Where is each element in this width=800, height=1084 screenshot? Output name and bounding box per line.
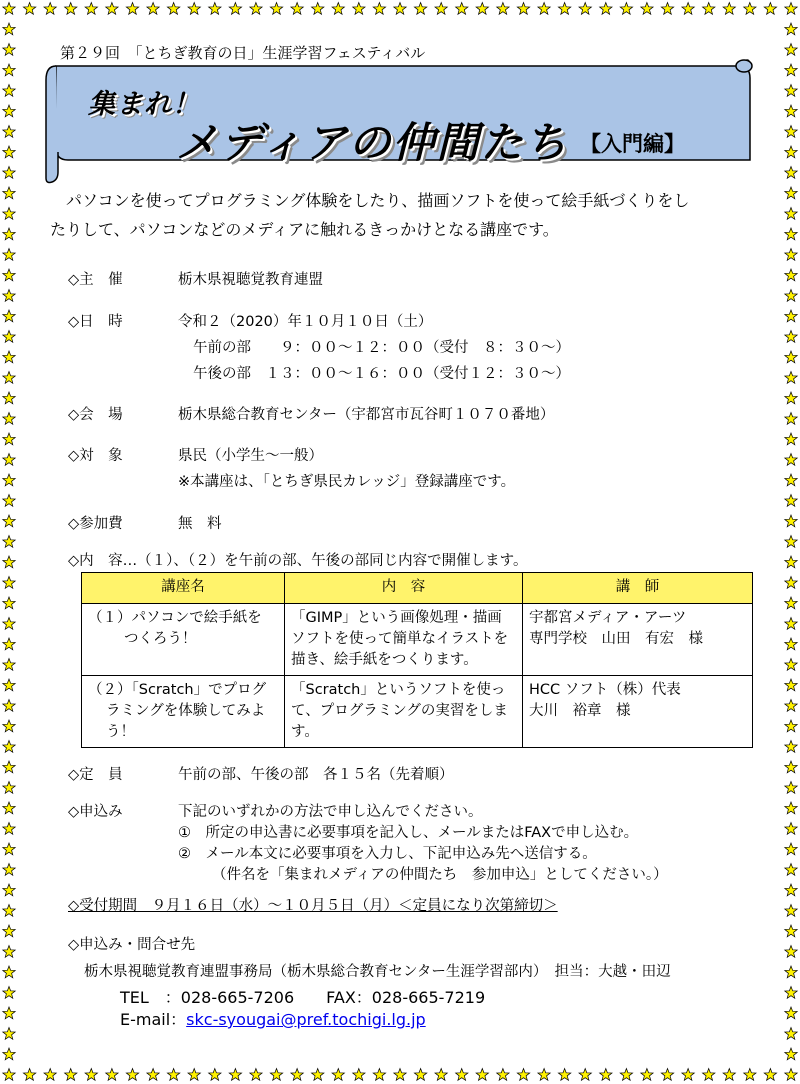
star-icon (3, 802, 15, 814)
star-icon (785, 720, 797, 732)
star-icon (3, 310, 15, 322)
star-icon (23, 3, 35, 15)
star-icon (600, 1069, 612, 1081)
star-icon (785, 351, 797, 363)
star-icon (785, 208, 797, 220)
star-icon (785, 741, 797, 753)
star-icon (785, 843, 797, 855)
datetime-am: 午前の部 ９：００～１２：００（受付 ８：３０～） (193, 340, 570, 356)
star-icon (312, 3, 324, 15)
star-icon (785, 64, 797, 76)
star-icon (785, 782, 797, 794)
target-label: ◇対 象 (68, 448, 123, 464)
star-icon (3, 392, 15, 404)
star-icon (558, 1069, 570, 1081)
star-icon (785, 187, 797, 199)
application-period: ◇受付期間 ９月１６日（水）～１０月５日（月）＜定員になり次第締切＞ (68, 898, 558, 914)
star-icon (209, 3, 221, 15)
star-icon (785, 413, 797, 425)
star-icon (3, 249, 15, 261)
star-icon (44, 1069, 56, 1081)
star-icon (3, 126, 15, 138)
datetime-date: 令和２（2020）年１０月１０日（土） (178, 314, 433, 330)
star-icon (3, 3, 15, 15)
star-icon (785, 823, 797, 835)
star-icon (3, 413, 15, 425)
star-icon (85, 3, 97, 15)
star-icon (785, 577, 797, 589)
star-icon (785, 454, 797, 466)
star-icon (147, 1069, 159, 1081)
star-icon (229, 1069, 241, 1081)
star-icon (3, 105, 15, 117)
star-icon (3, 228, 15, 240)
star-icon (579, 3, 591, 15)
star-icon (188, 1069, 200, 1081)
star-icon (250, 1069, 262, 1081)
star-icon (456, 3, 468, 15)
venue-label: ◇会 場 (68, 407, 123, 423)
star-icon (785, 290, 797, 302)
banner-small-title: 集まれ！ (88, 89, 200, 120)
star-icon (3, 823, 15, 835)
star-icon (764, 1069, 776, 1081)
star-icon (373, 1069, 385, 1081)
star-icon (785, 700, 797, 712)
star-icon (3, 1069, 15, 1081)
star-icon (785, 864, 797, 876)
teacher-line: HCC ソフト（株）代表 (529, 682, 681, 698)
star-icon (188, 3, 200, 15)
star-icon (3, 85, 15, 97)
star-icon (476, 3, 488, 15)
star-icon (723, 3, 735, 15)
star-icon (785, 638, 797, 650)
application-intro: 下記のいずれかの方法で申し込んでください。 (178, 804, 483, 820)
contact-phone-fax: TEL ：028-665-7206 FAX：028-665-7219 (120, 988, 486, 1007)
banner-subtitle: 【入門編】 (580, 132, 685, 156)
star-icon (3, 1007, 15, 1019)
star-icon (785, 249, 797, 261)
star-icon (3, 946, 15, 958)
application-method-2: ② メール本文に必要事項を入力し、下記申込み先へ送信する。 (178, 846, 597, 862)
star-icon (785, 105, 797, 117)
course-name-cell (82, 676, 285, 748)
fee-label: ◇参加費 (68, 516, 123, 532)
target-note: ※本講座は、「とちぎ県民カレッジ」登録講座です。 (178, 474, 516, 490)
star-icon (3, 208, 15, 220)
star-icon (3, 659, 15, 671)
star-icon (785, 23, 797, 35)
star-icon (785, 987, 797, 999)
star-icon (3, 474, 15, 486)
star-icon (3, 351, 15, 363)
star-icon (703, 3, 715, 15)
star-icon (106, 1069, 118, 1081)
email-link[interactable]: skc-syougai@pref.tochigi.lg.jp (186, 1010, 426, 1029)
star-icon (3, 290, 15, 302)
star-icon (785, 228, 797, 240)
target-value: 県民（小学生～一般） (178, 448, 323, 464)
header-content: 内 容 (285, 573, 523, 604)
application-method-1: ① 所定の申込書に必要事項を記入し、メールまたはFAXで申し込む。 (178, 825, 639, 841)
star-icon (312, 1069, 324, 1081)
star-icon (3, 515, 15, 527)
star-icon (3, 495, 15, 507)
datetime-label: ◇日 時 (68, 314, 123, 330)
star-icon (517, 1069, 529, 1081)
star-icon (3, 1048, 15, 1060)
star-icon (785, 966, 797, 978)
capacity-label: ◇定 員 (68, 767, 123, 783)
table-row (82, 676, 753, 748)
star-icon (497, 1069, 509, 1081)
star-icon (785, 269, 797, 281)
star-icon (353, 3, 365, 15)
star-icon (517, 3, 529, 15)
star-icon (435, 3, 447, 15)
star-icon (65, 1069, 77, 1081)
star-icon (476, 1069, 488, 1081)
star-icon (785, 802, 797, 814)
venue-value: 栃木県総合教育センター（宇都宮市瓦谷町１０７０番地） (178, 407, 555, 423)
star-icon (414, 3, 426, 15)
star-icon (785, 905, 797, 917)
application-label: ◇申込み (68, 804, 123, 820)
star-icon (209, 1069, 221, 1081)
course-name-line: つくろう！ (124, 631, 197, 647)
star-icon (3, 597, 15, 609)
star-icon (3, 167, 15, 179)
star-icon (270, 1069, 282, 1081)
star-icon (579, 1069, 591, 1081)
star-icon (661, 3, 673, 15)
star-icon (785, 44, 797, 56)
star-icon (106, 3, 118, 15)
star-icon (3, 966, 15, 978)
course-content-cell: 「Scratch」というソフトを使って、プログラミングの実習をします。 (285, 676, 523, 748)
course-content-cell: 「GIMP」という画像処理・描画ソフトを使って簡単なイラストを描き、絵手紙をつくります。 (285, 604, 523, 676)
organizer-value: 栃木県視聴覚教育連盟 (178, 272, 323, 288)
star-icon (3, 556, 15, 568)
star-icon (785, 925, 797, 937)
star-icon (44, 3, 56, 15)
star-icon (641, 1069, 653, 1081)
datetime-pm: 午後の部 １３：００～１６：００（受付１２：３０～） (193, 366, 570, 382)
star-icon (3, 638, 15, 650)
star-icon (3, 536, 15, 548)
star-icon (3, 782, 15, 794)
intro-line-1: パソコンを使ってプログラミング体験をしたり、描画ソフトを使って絵手紙づくりをし (50, 191, 690, 210)
star-icon (394, 1069, 406, 1081)
star-icon (3, 433, 15, 445)
organizer-label: ◇主 催 (68, 272, 123, 288)
star-icon (167, 3, 179, 15)
star-icon (3, 454, 15, 466)
star-icon (332, 1069, 344, 1081)
course-teacher-cell (523, 604, 753, 676)
star-icon (785, 146, 797, 158)
star-icon (744, 3, 756, 15)
star-icon (620, 3, 632, 15)
star-icon (785, 536, 797, 548)
star-icon (785, 474, 797, 486)
star-icon (435, 1069, 447, 1081)
star-icon (785, 126, 797, 138)
star-icon (23, 1069, 35, 1081)
star-icon (373, 3, 385, 15)
star-icon (600, 3, 612, 15)
star-icon (291, 1069, 303, 1081)
star-icon (785, 1069, 797, 1081)
star-icon (394, 3, 406, 15)
star-icon (126, 3, 138, 15)
star-icon (538, 1069, 550, 1081)
star-icon (85, 1069, 97, 1081)
star-icon (558, 3, 570, 15)
course-name-cell (82, 604, 285, 676)
header-teacher: 講 師 (523, 573, 753, 604)
star-icon (3, 577, 15, 589)
star-icon (764, 3, 776, 15)
star-icon (620, 1069, 632, 1081)
star-icon (414, 1069, 426, 1081)
star-icon (785, 618, 797, 630)
capacity-value: 午前の部、午後の部 各１５名（先着順） (178, 767, 454, 783)
table-row (82, 604, 753, 676)
star-icon (785, 1007, 797, 1019)
star-icon (785, 3, 797, 15)
star-icon (3, 269, 15, 281)
star-icon (3, 1028, 15, 1040)
star-icon (785, 884, 797, 896)
contact-heading: ◇申込み・問合せ先 (68, 937, 196, 953)
intro-line-2: たりして、パソコンなどのメディアに触れるきっかけとなる講座です。 (50, 220, 559, 239)
content-heading: ◇内 容…（１）、（２）を午前の部、午後の部同じ内容で開催します。 (68, 553, 528, 569)
star-icon (785, 761, 797, 773)
star-icon (270, 3, 282, 15)
star-icon (538, 3, 550, 15)
star-icon (3, 700, 15, 712)
star-icon (3, 44, 15, 56)
star-icon (785, 433, 797, 445)
star-icon (3, 864, 15, 876)
email-label: E-mail： (120, 1010, 187, 1029)
star-icon (785, 1028, 797, 1040)
star-icon (785, 556, 797, 568)
star-icon (3, 64, 15, 76)
application-method-2-note: （件名を「集まれメディアの仲間たち 参加申込」としてください。） (212, 867, 668, 883)
star-icon (682, 1069, 694, 1081)
star-icon (785, 167, 797, 179)
star-icon (785, 331, 797, 343)
star-icon (126, 1069, 138, 1081)
star-icon (167, 1069, 179, 1081)
teacher-line: 大川 裕章 様 (529, 703, 631, 719)
star-icon (785, 679, 797, 691)
star-icon (785, 372, 797, 384)
star-icon (3, 905, 15, 917)
festival-header: 第２９回 「とちぎ教育の日」生涯学習フェスティバル (60, 44, 426, 62)
star-icon (250, 3, 262, 15)
course-teacher-cell (523, 676, 753, 748)
star-icon (291, 3, 303, 15)
star-icon (785, 495, 797, 507)
star-icon (3, 372, 15, 384)
contact-office: 栃木県視聴覚教育連盟事務局（栃木県総合教育センター生涯学習部内） 担当：大越・田辺 (84, 964, 671, 980)
table-header-row (82, 573, 753, 604)
star-icon (3, 987, 15, 999)
star-icon (3, 679, 15, 691)
star-icon (497, 3, 509, 15)
star-icon (3, 884, 15, 896)
star-icon (785, 597, 797, 609)
star-icon (785, 515, 797, 527)
star-icon (147, 3, 159, 15)
star-icon (3, 925, 15, 937)
star-icon (456, 1069, 468, 1081)
course-table (81, 572, 753, 748)
course-name-line: （１）パソコンで絵手紙を (88, 610, 262, 626)
star-icon (3, 146, 15, 158)
star-icon (3, 187, 15, 199)
star-icon (3, 720, 15, 732)
course-name-line: （２）「Scratch」でプログ (88, 682, 267, 698)
star-icon (353, 1069, 365, 1081)
star-icon (3, 618, 15, 630)
star-icon (3, 23, 15, 35)
star-icon (744, 1069, 756, 1081)
star-icon (785, 310, 797, 322)
contact-email-row (120, 1007, 426, 1030)
star-icon (703, 1069, 715, 1081)
star-icon (785, 946, 797, 958)
star-icon (3, 761, 15, 773)
star-icon (723, 1069, 735, 1081)
star-icon (785, 659, 797, 671)
star-icon (661, 1069, 673, 1081)
star-icon (785, 85, 797, 97)
star-icon (3, 331, 15, 343)
star-icon (682, 3, 694, 15)
star-icon (641, 3, 653, 15)
star-icon (332, 3, 344, 15)
star-icon (785, 1048, 797, 1060)
banner-main-title: メディアの仲間たち (176, 118, 569, 167)
course-name-line: ラミングを体験してみよう！ (106, 703, 266, 740)
star-icon (3, 741, 15, 753)
teacher-line: 宇都宮メディア・アーツ (529, 610, 687, 626)
star-icon (65, 3, 77, 15)
star-icon (229, 3, 241, 15)
header-course-name: 講座名 (82, 573, 285, 604)
star-icon (785, 392, 797, 404)
teacher-line: 専門学校 山田 有宏 様 (529, 631, 703, 647)
star-icon (3, 843, 15, 855)
fee-value: 無 料 (178, 516, 222, 532)
